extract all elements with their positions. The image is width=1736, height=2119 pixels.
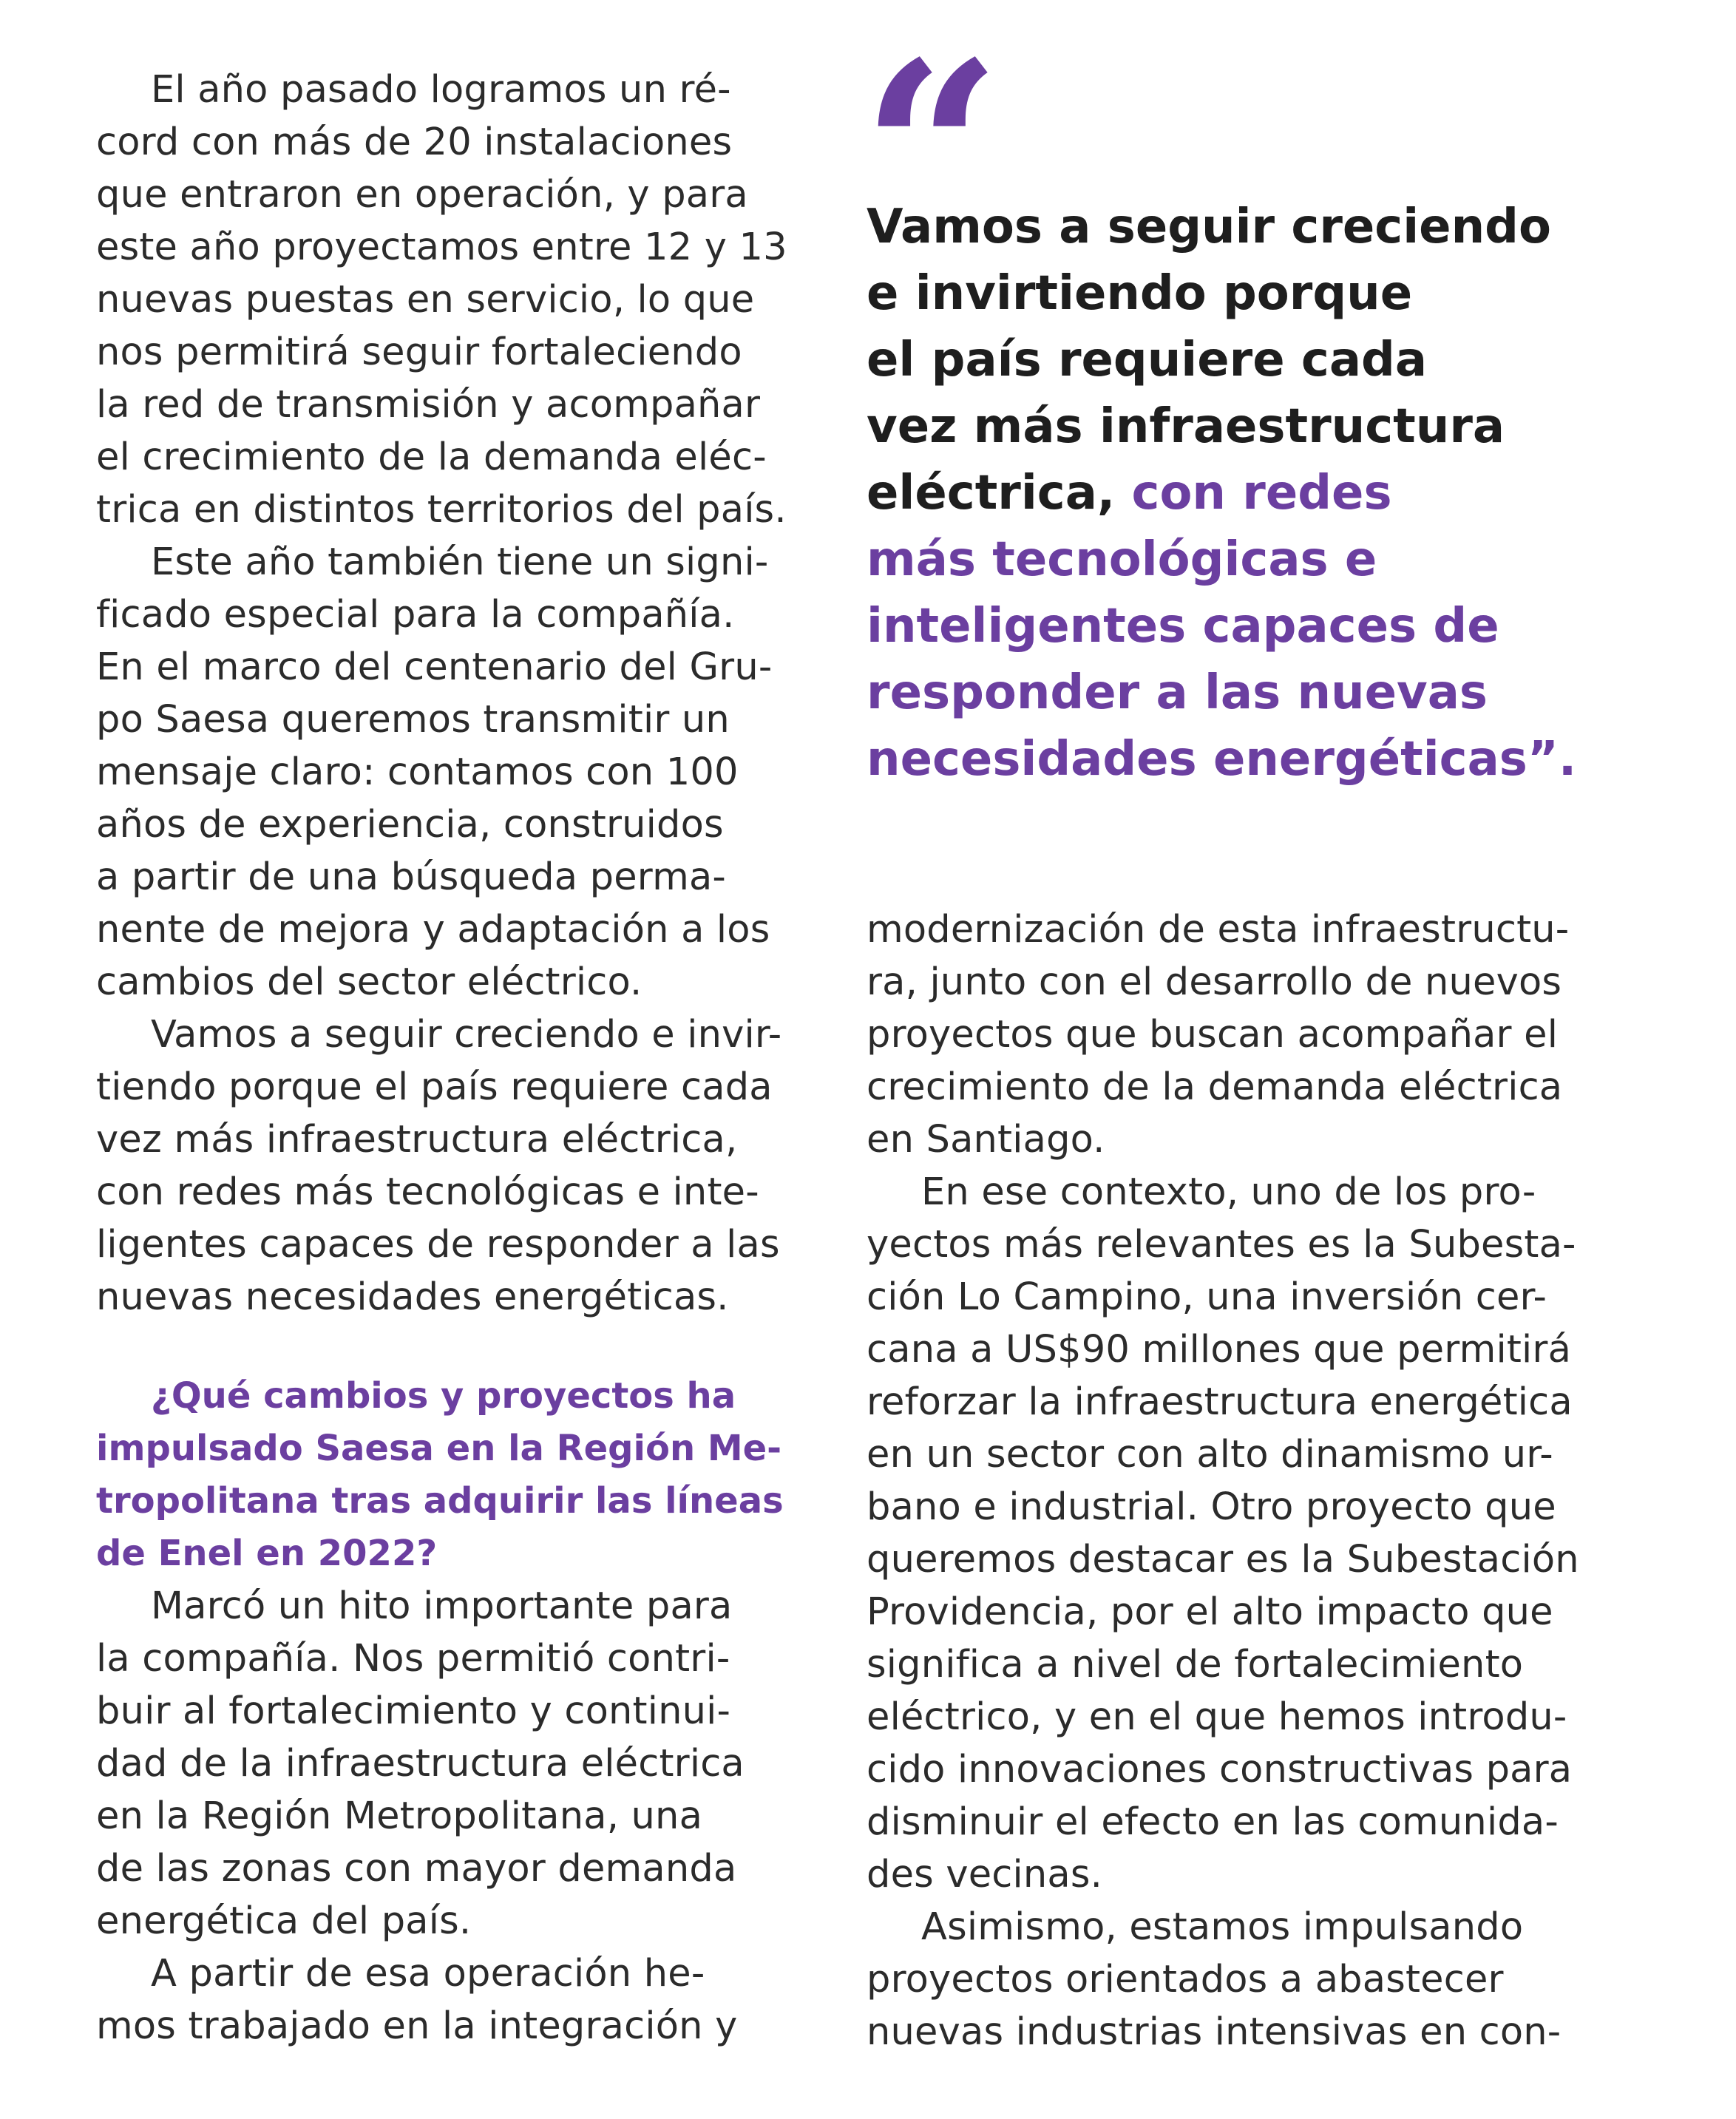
paragraph-7-line: yectos más relevantes es la Subesta- (867, 1223, 1576, 1267)
pull-quote-line: e invirtiendo porque (867, 266, 1413, 321)
pull-quote-line: vez más infraestructura (867, 399, 1505, 454)
paragraph-7-line: cido innovaciones constructivas para (867, 1748, 1573, 1791)
pull-quote-highlight: con redes (1115, 466, 1392, 521)
paragraph-7-line: eléctrico, y en el que hemos introdu- (867, 1695, 1567, 1739)
paragraph-6-line: en Santiago. (867, 1118, 1105, 1162)
paragraph-8-line: Asimismo, estamos impulsando (921, 1905, 1524, 1949)
pull-quote-highlight-line: responder a las nuevas (867, 665, 1488, 720)
paragraph-6-line: proyectos que buscan acompañar el (867, 1013, 1559, 1057)
question-heading-line: impulsado Saesa en la Región Me- (96, 1428, 782, 1469)
paragraph-2-line: a partir de una búsqueda perma- (96, 855, 727, 899)
paragraph-4-line: buir al fortalecimiento y continui- (96, 1689, 731, 1733)
paragraph-6-line: modernización de esta infraestructu- (867, 908, 1570, 952)
paragraph-6-line: ra, junto con el desarrollo de nuevos (867, 960, 1562, 1004)
paragraph-6-line: crecimiento de la demanda eléctrica (867, 1065, 1563, 1109)
paragraph-5-line: A partir de esa operación he- (151, 1952, 705, 1996)
paragraph-1-line: el crecimiento de la demanda eléc- (96, 435, 767, 479)
paragraph-3-line: con redes más tecnológicas e inte- (96, 1170, 759, 1214)
paragraph-5-line: mos trabajado en la integración y (96, 2004, 738, 2048)
paragraph-4-line: dad de la infraestructura eléctrica (96, 1742, 745, 1786)
paragraph-2-line: nente de mejora y adaptación a los (96, 908, 770, 952)
paragraph-1-line: la red de transmisión y acompañar (96, 383, 761, 427)
paragraph-7-line: en un sector con alto dinamismo ur- (867, 1433, 1553, 1476)
paragraph-7-line: En ese contexto, uno de los pro- (921, 1170, 1536, 1214)
paragraph-3-line: nuevas necesidades energéticas. (96, 1275, 729, 1319)
paragraph-2-line: cambios del sector eléctrico. (96, 960, 642, 1004)
paragraph-7-line: disminuir el efecto en las comunida- (867, 1800, 1559, 1844)
paragraph-1-line: que entraron en operación, y para (96, 173, 748, 217)
question-heading-line: tropolitana tras adquirir las líneas (96, 1480, 784, 1522)
paragraph-1-line: este año proyectamos entre 12 y 13 (96, 226, 787, 269)
paragraph-2-line: Este año también tiene un signi- (151, 540, 769, 584)
paragraph-7-line: significa a nivel de fortalecimiento (867, 1643, 1524, 1686)
paragraph-7-line: Providencia, por el alto impacto que (867, 1590, 1553, 1634)
pull-quote-line (867, 460, 1392, 526)
paragraph-3-line: ligentes capaces de responder a las (96, 1223, 780, 1267)
paragraph-1-line: nos permitirá seguir fortaleciendo (96, 330, 742, 374)
paragraph-8-line: nuevas industrias intensivas en con- (867, 2010, 1562, 2054)
paragraph-1-line: nuevas puestas en servicio, lo que (96, 278, 755, 322)
question-heading-line: de Enel en 2022? (96, 1533, 438, 1574)
paragraph-4-line: de las zonas con mayor demanda (96, 1847, 737, 1891)
paragraph-3-line: Vamos a seguir creciendo e invir- (151, 1013, 782, 1057)
paragraph-1-line: El año pasado logramos un ré- (151, 68, 731, 112)
pull-quote-highlight-line: inteligentes capaces de (867, 599, 1499, 654)
paragraph-3-line: vez más infraestructura eléctrica, (96, 1118, 738, 1162)
paragraph-8-line: proyectos orientados a abastecer (867, 1958, 1504, 2001)
paragraph-4-line: Marcó un hito importante para (151, 1584, 733, 1628)
paragraph-1-line: cord con más de 20 instalaciones (96, 121, 733, 164)
pull-quote-line: Vamos a seguir creciendo (867, 200, 1551, 254)
pull-quote-line: el país requiere cada (867, 333, 1427, 387)
pull-quote-text: eléctrica, (867, 466, 1116, 521)
paragraph-2-line: mensaje claro: contamos con 100 (96, 750, 739, 794)
quote-mark-icon: “ (861, 8, 1002, 295)
paragraph-7-line: reforzar la infraestructura energética (867, 1380, 1573, 1424)
pull-quote-highlight-line: necesidades energéticas”. (867, 732, 1577, 787)
paragraph-2-line: po Saesa queremos transmitir un (96, 698, 730, 742)
paragraph-7-line: queremos destacar es la Subestación (867, 1538, 1579, 1581)
paragraph-7-line: bano e industrial. Otro proyecto que (867, 1485, 1556, 1529)
paragraph-4-line: en la Región Metropolitana, una (96, 1794, 703, 1838)
pull-quote-highlight-line: más tecnológicas e (867, 532, 1377, 587)
paragraph-7-line: ción Lo Campino, una inversión cer- (867, 1275, 1547, 1319)
paragraph-1-line: trica en distintos territorios del país. (96, 488, 787, 532)
paragraph-4-line: la compañía. Nos permitió contri- (96, 1637, 730, 1681)
paragraph-3-line: tiendo porque el país requiere cada (96, 1065, 773, 1109)
question-heading-line: ¿Qué cambios y proyectos ha (151, 1375, 736, 1417)
paragraph-2-line: años de experiencia, construidos (96, 803, 724, 847)
paragraph-2-line: En el marco del centenario del Gru- (96, 645, 773, 689)
paragraph-7-line: cana a US$90 millones que permitirá (867, 1328, 1572, 1372)
paragraph-7-line: des vecinas. (867, 1853, 1103, 1896)
paragraph-4-line: energética del país. (96, 1899, 472, 1943)
paragraph-2-line: ficado especial para la compañía. (96, 593, 735, 637)
